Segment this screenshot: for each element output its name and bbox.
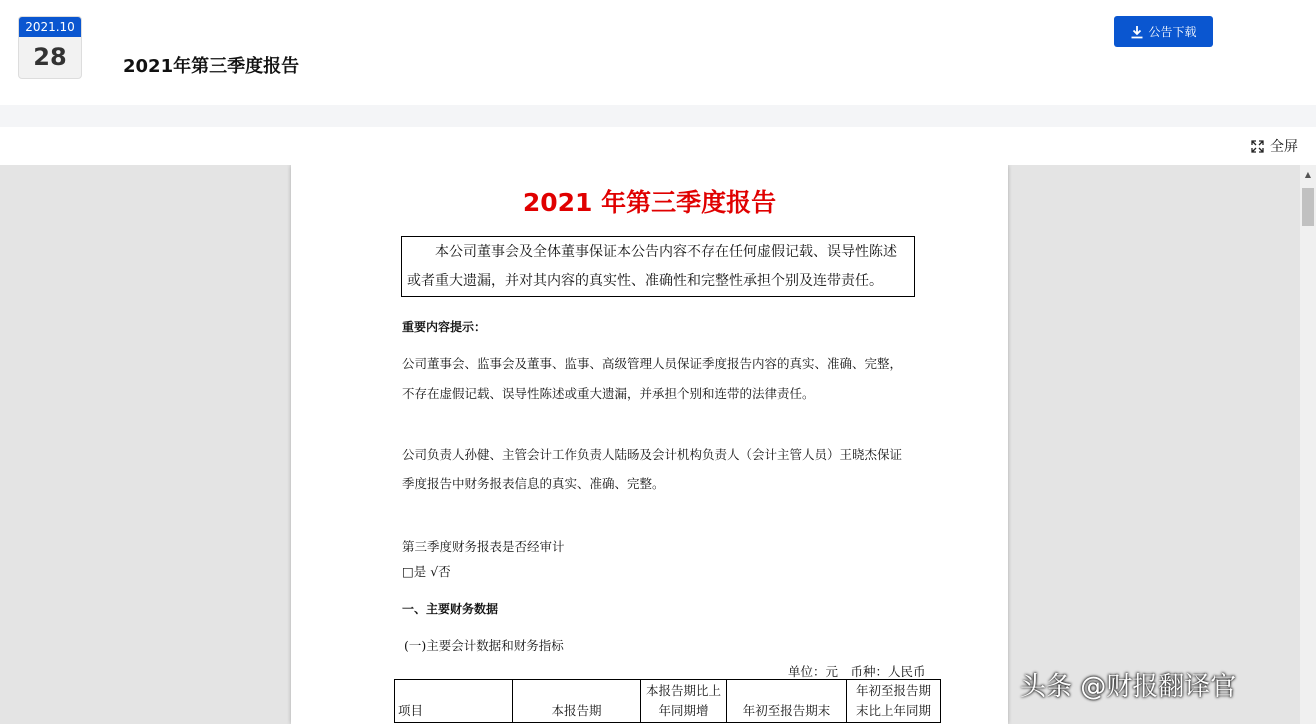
notice-box: 本公司董事会及全体董事保证本公告内容不存在任何虚假记载、误导性陈述或者重大遗漏，并对其内容的真实性、准确性和完整性承担个别及连带责任。 (401, 236, 915, 297)
col-header: 本报告期比上年同期增 (641, 680, 727, 723)
unit-label: 单位：元 币种：人民币 (788, 664, 926, 679)
para1-line2: 不存在虚假记载、误导性陈述或重大遗漏，并承担个别和连带的法律责任。 (402, 386, 815, 401)
header (0, 0, 1316, 105)
scrollbar[interactable] (1300, 165, 1316, 724)
divider-band (0, 105, 1316, 127)
scroll-up-icon[interactable]: ▲ (1304, 170, 1312, 179)
fullscreen-icon (1251, 140, 1264, 153)
date-day: 28 (33, 43, 67, 71)
audit-question: 第三季度财务报表是否经审计 (402, 539, 565, 554)
date-year-month: 2021.10 (19, 17, 81, 37)
page-title: 2021年第三季度报告 (123, 56, 300, 77)
pdf-viewer (0, 165, 1316, 724)
download-label: 公告下载 (1148, 25, 1197, 39)
table-header-row (395, 680, 941, 723)
audit-answer: □是 √否 (402, 564, 451, 579)
download-button[interactable] (1114, 16, 1213, 47)
pdf-page (291, 165, 1008, 724)
important-heading: 重要内容提示： (402, 320, 487, 334)
scroll-thumb[interactable] (1302, 188, 1314, 226)
col-header: 年初至报告期末 (727, 680, 847, 723)
col-header: 项目 (395, 680, 513, 723)
viewer-toolbar (0, 127, 1316, 165)
doc-title: 2021 年第三季度报告 (522, 188, 777, 217)
fullscreen-button[interactable] (1251, 136, 1298, 156)
col-header: 年初至报告期末比上年同期 (847, 680, 941, 723)
section-heading: 一、主要财务数据 (402, 602, 499, 616)
date-badge (18, 16, 82, 79)
download-icon (1130, 25, 1144, 39)
financial-table (394, 679, 941, 723)
col-header: 本报告期 (513, 680, 641, 723)
para2-line1: 公司负责人孙健、主管会计工作负责人陆旸及会计机构负责人（会计主管人员）王晓杰保证 (402, 447, 903, 462)
fullscreen-label: 全屏 (1270, 139, 1298, 155)
para2-line2: 季度报告中财务报表信息的真实、准确、完整。 (402, 476, 665, 491)
watermark: 头条 @财报翻译官 (1020, 672, 1237, 702)
subsection-heading: (一)主要会计数据和财务指标 (404, 638, 564, 653)
para1-line1: 公司董事会、监事会及董事、监事、高级管理人员保证季度报告内容的真实、准确、完整， (402, 356, 903, 371)
